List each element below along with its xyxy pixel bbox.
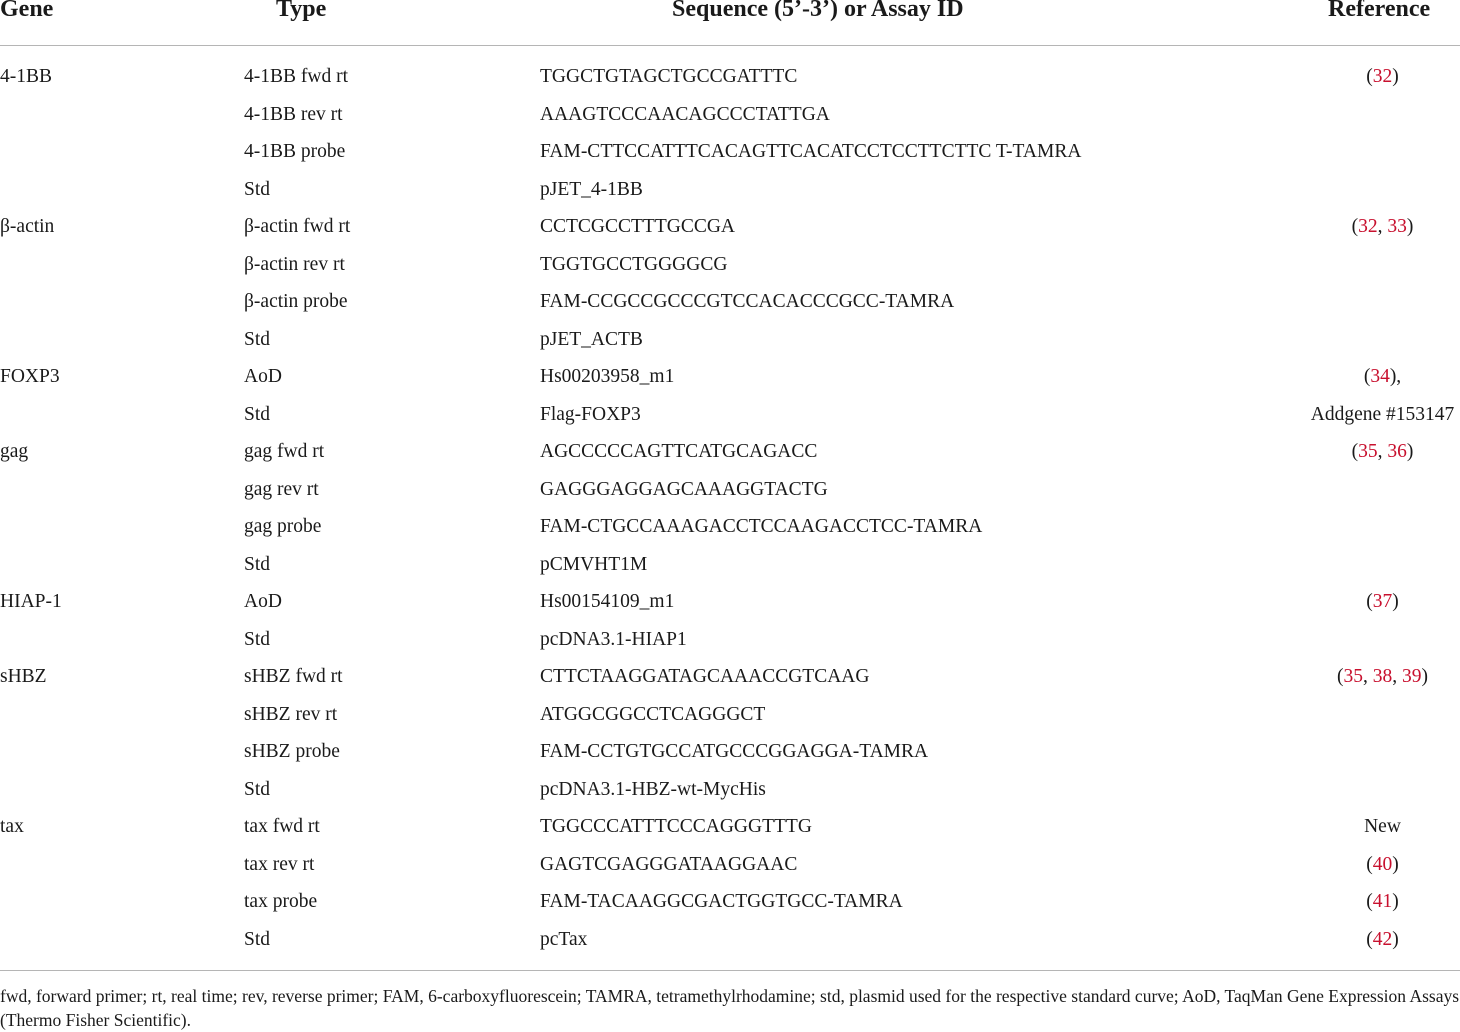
citation-link[interactable]: 38 xyxy=(1372,666,1393,687)
table-row xyxy=(0,358,1460,396)
reference-text: ) xyxy=(1392,591,1399,612)
table-row xyxy=(0,546,1460,584)
reference-text: , xyxy=(1363,666,1373,687)
sequence-cell: FAM-CTTCCATTTCACAGTTCACATCCTCCTTCTTC T-TAMRA xyxy=(540,141,1082,162)
sequence-cell: AAAGTCCCAACAGCCCTATTGA xyxy=(540,103,830,125)
table-row xyxy=(0,771,1460,809)
reference-text: Addgene #153147 xyxy=(1310,403,1455,425)
type-cell: β-actin rev rt xyxy=(244,253,345,275)
header-type: Type xyxy=(276,0,327,22)
type-cell: gag fwd rt xyxy=(244,441,325,462)
type-cell: β-actin probe xyxy=(244,291,348,312)
table-row xyxy=(0,846,1460,884)
reference-cell xyxy=(1305,808,1460,846)
sequence-cell: pJET_4-1BB xyxy=(540,178,643,200)
type-cell: Std xyxy=(244,628,271,650)
reference-text: , xyxy=(1377,441,1388,462)
sequence-cell: pcDNA3.1-HBZ-wt-MycHis xyxy=(540,778,766,800)
reference-text: ( xyxy=(1366,891,1373,912)
reference-cell xyxy=(1305,358,1460,396)
sequence-cell: GAGTCGAGGGATAAGGAAC xyxy=(540,853,798,875)
sequence-cell: TGGCCCATTTCCCAGGGTTTG xyxy=(540,816,812,837)
type-cell: 4-1BB rev rt xyxy=(244,103,343,125)
citation-link[interactable]: 40 xyxy=(1372,853,1393,875)
gene-cell: β-actin xyxy=(0,216,55,237)
citation-link[interactable]: 32 xyxy=(1372,66,1393,87)
type-cell: Std xyxy=(244,553,271,575)
reference-text: ) xyxy=(1406,216,1414,237)
reference-cell xyxy=(1305,433,1460,471)
gene-cell: 4-1BB xyxy=(0,66,53,87)
type-cell: gag probe xyxy=(244,516,322,537)
type-cell: 4-1BB probe xyxy=(244,141,346,162)
reference-text: ) xyxy=(1406,441,1414,462)
citation-link[interactable]: 35 xyxy=(1358,441,1378,462)
reference-text: New xyxy=(1364,816,1401,837)
table-row xyxy=(0,883,1460,921)
reference-text: ) xyxy=(1392,891,1399,912)
type-cell: Std xyxy=(244,778,271,800)
reference-text: ( xyxy=(1363,366,1371,387)
header-gene: Gene xyxy=(0,0,54,22)
citation-link[interactable]: 32 xyxy=(1358,216,1378,237)
type-cell: Std xyxy=(244,403,271,425)
reference-cell xyxy=(1305,58,1460,96)
reference-text: ) xyxy=(1392,928,1399,950)
reference-cell xyxy=(1305,208,1460,246)
citation-link[interactable]: 39 xyxy=(1402,666,1422,687)
type-cell: sHBZ fwd rt xyxy=(244,666,343,687)
header-divider xyxy=(0,45,1460,46)
type-cell: tax probe xyxy=(244,891,318,912)
gene-cell: sHBZ xyxy=(0,666,47,687)
type-cell: gag rev rt xyxy=(244,478,319,500)
sequence-cell: AGCCCCCAGTTCATGCAGACC xyxy=(540,441,818,462)
reference-cell xyxy=(1305,583,1460,621)
reference-text: ) xyxy=(1392,66,1399,87)
table-row xyxy=(0,583,1460,621)
type-cell: β-actin fwd rt xyxy=(244,216,351,237)
table-row xyxy=(0,471,1460,509)
table-row xyxy=(0,283,1460,321)
type-cell: AoD xyxy=(244,591,282,612)
table-row xyxy=(0,733,1460,771)
gene-cell: tax xyxy=(0,816,24,837)
sequence-cell: CCTCGCCTTTGCCGA xyxy=(540,216,736,237)
table-row xyxy=(0,621,1460,659)
type-cell: Std xyxy=(244,928,271,950)
table-row xyxy=(0,658,1460,696)
sequence-cell: pJET_ACTB xyxy=(540,328,643,350)
reference-text: ( xyxy=(1351,441,1359,462)
reference-text: ( xyxy=(1366,928,1373,950)
sequence-cell: Hs00154109_m1 xyxy=(540,591,675,612)
sequence-cell: FAM-CTGCCAAAGACCTCCAAGACCTCC-TAMRA xyxy=(540,516,983,537)
reference-text: ), xyxy=(1389,366,1402,387)
reference-text: ) xyxy=(1421,666,1428,687)
reference-text: ( xyxy=(1366,591,1373,612)
table-row xyxy=(0,133,1460,171)
type-cell: sHBZ rev rt xyxy=(244,703,338,725)
type-cell: tax rev rt xyxy=(244,853,315,875)
gene-cell: FOXP3 xyxy=(0,366,60,387)
table-row xyxy=(0,396,1460,434)
reference-cell xyxy=(1305,396,1460,434)
sequence-cell: CTTCTAAGGATAGCAAACCGTCAAG xyxy=(540,666,870,687)
table-row xyxy=(0,96,1460,134)
citation-link[interactable]: 37 xyxy=(1372,591,1393,612)
type-cell: Std xyxy=(244,178,271,200)
table-row xyxy=(0,171,1460,209)
reference-text: ( xyxy=(1366,66,1373,87)
sequence-cell: TGGCTGTAGCTGCCGATTTC xyxy=(540,66,798,87)
header-reference: Reference xyxy=(1328,0,1431,22)
type-cell: AoD xyxy=(244,366,282,387)
citation-link[interactable]: 41 xyxy=(1372,891,1393,912)
reference-text: ) xyxy=(1392,853,1399,875)
type-cell: sHBZ probe xyxy=(244,741,340,762)
citation-link[interactable]: 34 xyxy=(1370,366,1390,387)
table-row xyxy=(0,808,1460,846)
reference-text: , xyxy=(1392,666,1402,687)
table-row xyxy=(0,921,1460,959)
reference-cell xyxy=(1305,883,1460,921)
type-cell: tax fwd rt xyxy=(244,816,320,837)
citation-link[interactable]: 36 xyxy=(1387,441,1407,462)
reference-cell xyxy=(1305,846,1460,884)
sequence-cell: pCMVHT1M xyxy=(540,553,648,575)
table-row xyxy=(0,58,1460,96)
table-footnote: fwd, forward primer; rt, real time; rev, reverse primer; FAM, 6-carboxyfluorescein; TAMRA, tetramethylrhodamine; std, plasmid used for the respective standard curve; AoD, TaqMan Gene Expression Assays (Thermo Fisher Scientific). xyxy=(0,986,1460,1030)
reference-text: , xyxy=(1377,216,1388,237)
sequence-cell: GAGGGAGGAGCAAAGGTACTG xyxy=(540,478,828,500)
sequence-cell: Hs00203958_m1 xyxy=(540,366,675,387)
type-cell: 4-1BB fwd rt xyxy=(244,66,348,87)
type-cell: Std xyxy=(244,328,271,350)
table-header xyxy=(0,0,1460,30)
gene-cell: gag xyxy=(0,441,29,462)
citation-link[interactable]: 33 xyxy=(1387,216,1407,237)
sequence-cell: ATGGCGGCCTCAGGGCT xyxy=(540,703,766,725)
table-row xyxy=(0,696,1460,734)
reference-text: ( xyxy=(1366,853,1373,875)
table-row xyxy=(0,321,1460,359)
sequence-cell: Flag-FOXP3 xyxy=(540,403,641,425)
gene-cell: HIAP-1 xyxy=(0,591,62,612)
table-row xyxy=(0,208,1460,246)
table-row xyxy=(0,508,1460,546)
reference-text: ( xyxy=(1351,216,1359,237)
sequence-cell: pcDNA3.1-HIAP1 xyxy=(540,628,687,650)
table-row xyxy=(0,433,1460,471)
reference-cell xyxy=(1305,921,1460,959)
footer-divider xyxy=(0,970,1460,971)
reference-cell xyxy=(1305,658,1460,696)
citation-link[interactable]: 35 xyxy=(1343,666,1363,687)
sequence-cell: FAM-CCGCCGCCCGTCCACACCCGCC-TAMRA xyxy=(540,291,955,312)
sequence-cell: FAM-CCTGTGCCATGCCCGGAGGA-TAMRA xyxy=(540,741,929,762)
sequence-cell: pcTax xyxy=(540,928,588,950)
citation-link[interactable]: 42 xyxy=(1372,928,1393,950)
reference-text: ( xyxy=(1337,666,1344,687)
table-row xyxy=(0,246,1460,284)
sequence-cell: TGGTGCCTGGGGCG xyxy=(540,253,728,275)
table-body xyxy=(0,58,1460,958)
header-sequence: Sequence (5’-3’) or Assay ID xyxy=(672,0,964,22)
sequence-cell: FAM-TACAAGGCGACTGGTGCC-TAMRA xyxy=(540,891,903,912)
